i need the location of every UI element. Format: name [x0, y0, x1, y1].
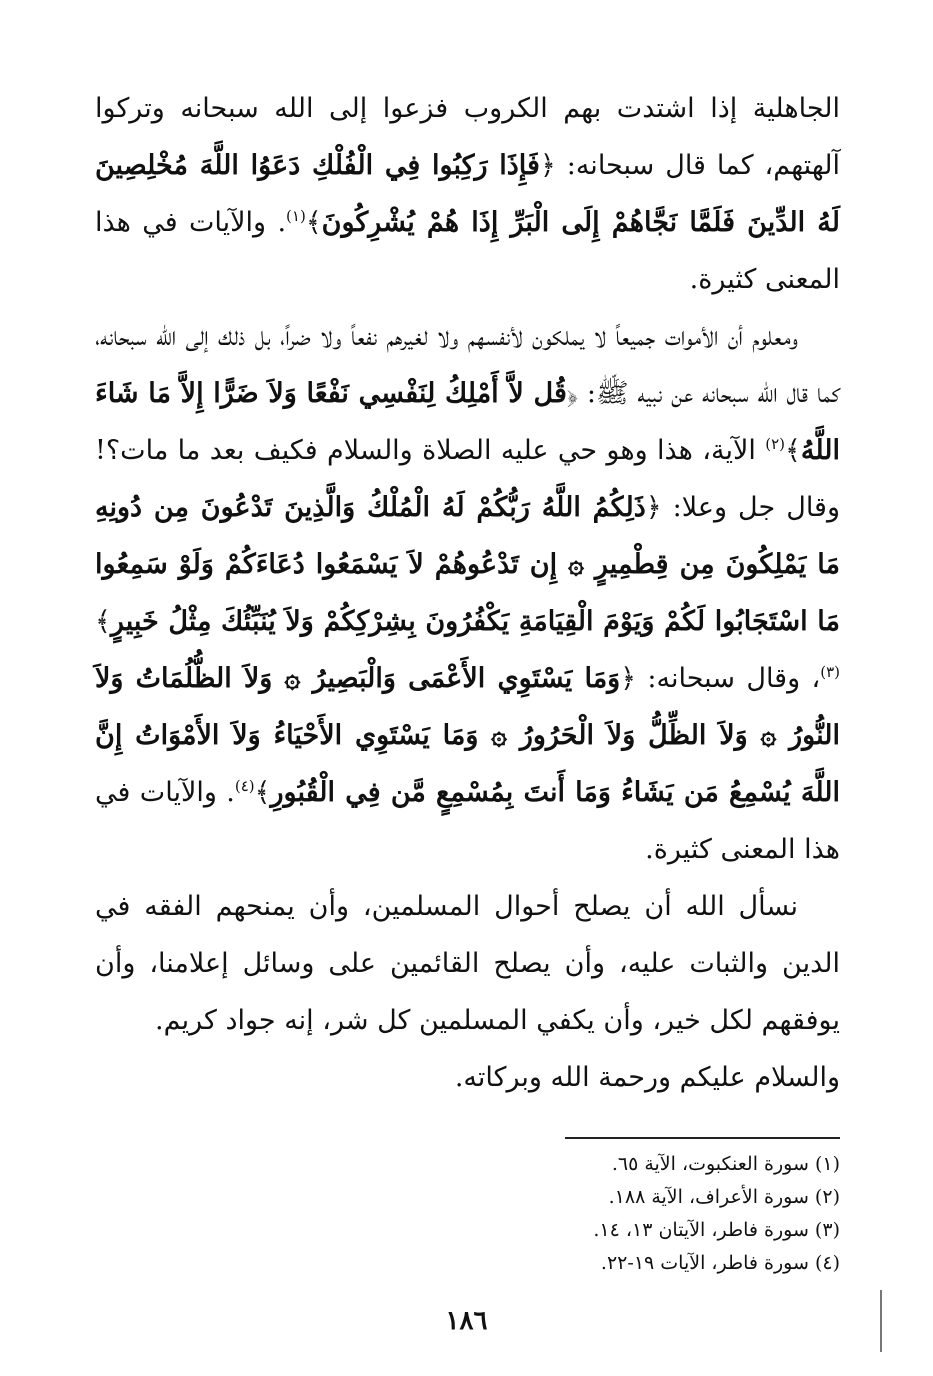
quran-verse-4-text: وَمَا يَسْتَوِي الأَعْمَى وَالْبَصِيرُ ۞ وَلاَ الظُّلُمَاتُ وَلاَ النُّورُ ۞ وَلاَ الظِّلُّ وَلاَ الْحَرُورُ ۞ وَمَا يَسْتَوِي الأَحْيَاءُ وَلاَ الأَمْوَاتُ إِنَّ اللَّهَ يُسْمِعُ مَن يَشَاءُ وَمَا أَنتَ بِمُسْمِعٍ مَّن فِي الْقُبُورِ — [95, 663, 840, 808]
paragraph-2-text-4: . والآيات في هذا المعنى كثيرة. — [95, 777, 840, 865]
paragraph-1 — [95, 80, 840, 308]
paragraph-2-text-1: ومعلوم أن الأموات جميعاً لا يملكون لأنفسهم ولا لغيرهم نفعاً ولا ضراً، بل ذلك إلى الله سبحانه، كما قال الله سبحانه عن نبيه ﷺ: — [95, 321, 840, 409]
closing-salutation: والسلام عليكم ورحمة الله وبركاته. — [454, 1062, 840, 1093]
footnote-4: (٤) سورة فاطر، الآيات ١٩-٢٢. — [600, 1252, 840, 1274]
main-text — [95, 80, 840, 1106]
quran-open-bracket: ﴿ — [645, 492, 662, 523]
quran-verse-2-text: قُل لاَّ أَمْلِكُ لِنَفْسِي نَفْعًا وَلاَ ضَرًّا إِلاَّ مَا شَاءَ اللَّهُ — [95, 378, 840, 466]
footnote-divider — [565, 1137, 840, 1139]
quran-close-bracket: ﴾ — [305, 207, 322, 238]
margin-mark — [880, 1290, 882, 1352]
quran-verse-1-text: فَإِذَا رَكِبُوا فِي الْفُلْكِ دَعَوُا اللَّهَ مُخْلِصِينَ لَهُ الدِّينَ فَلَمَّا نَجَّاهُمْ إِلَى الْبَرِّ إِذَا هُمْ يُشْرِكُونَ — [95, 150, 840, 238]
footnote-ref-4: (٤) — [234, 777, 255, 795]
footnote-2: (٢) سورة الأعراف، الآية ١٨٨. — [608, 1186, 840, 1208]
footnote-1: (١) سورة العنكبوت، الآية ٦٥. — [611, 1153, 840, 1175]
quran-open-bracket: ﴿ — [620, 663, 637, 694]
paragraph-1-text-1: الجاهلية إذا اشتدت بهم الكروب فزعوا إلى الله سبحانه وتركوا آلهتهم، كما قال سبحانه: — [95, 93, 841, 181]
footnote-ref-1: (١) — [286, 207, 306, 225]
quran-close-bracket: ﴾ — [254, 777, 271, 808]
quran-close-bracket: ﴾ — [95, 606, 111, 637]
paragraph-3: نسأل الله أن يصلح أحوال المسلمين، وأن يمنحهم الفقه في الدين والثبات عليه، وأن يصلح القائمين على وسائل إعلامنا، وأن يوفقهم لكل خير، وأن يكفي المسلمين كل شر، إنه جواد كريم. — [95, 891, 840, 1036]
paragraph-2-text-3: ، وقال سبحانه: — [636, 663, 821, 694]
footnote-ref-2: (٢) — [765, 435, 786, 453]
quran-open-bracket: ﴿ — [539, 150, 556, 181]
footnotes — [400, 1148, 840, 1280]
footnote-3: (٣) سورة فاطر، الآيتان ١٣، ١٤. — [593, 1219, 840, 1241]
quran-open-bracket: ﴿ — [566, 378, 578, 409]
paragraph-2 — [95, 308, 840, 878]
quran-close-bracket: ﴾ — [785, 435, 801, 466]
footnote-ref-3: (٣) — [820, 663, 840, 681]
paragraph-2-text-2: الآية، هذا وهو حي عليه الصلاة والسلام فكيف بعد ما مات؟! وقال جل وعلا: — [95, 435, 840, 523]
paragraph-1-text-2: . والآيات في هذا المعنى كثيرة. — [95, 207, 840, 295]
page-number: ١٨٦ — [445, 1306, 488, 1336]
quran-verse-3-text: ذَلِكُمُ اللَّهُ رَبُّكُمْ لَهُ الْمُلْكُ وَالَّذِينَ تَدْعُونَ مِن دُونِهِ مَا يَمْلِكُونَ مِن قِطْمِيرٍ ۞ إِن تَدْعُوهُمْ لاَ يَسْمَعُوا دُعَاءَكُمْ وَلَوْ سَمِعُوا مَا اسْتَجَابُوا لَكُمْ وَيَوْمَ الْقِيَامَةِ يَكْفُرُونَ بِشِرْكِكُمْ وَلاَ يُنَبِّئُكَ مِثْلُ خَبِيرٍ — [95, 492, 840, 637]
